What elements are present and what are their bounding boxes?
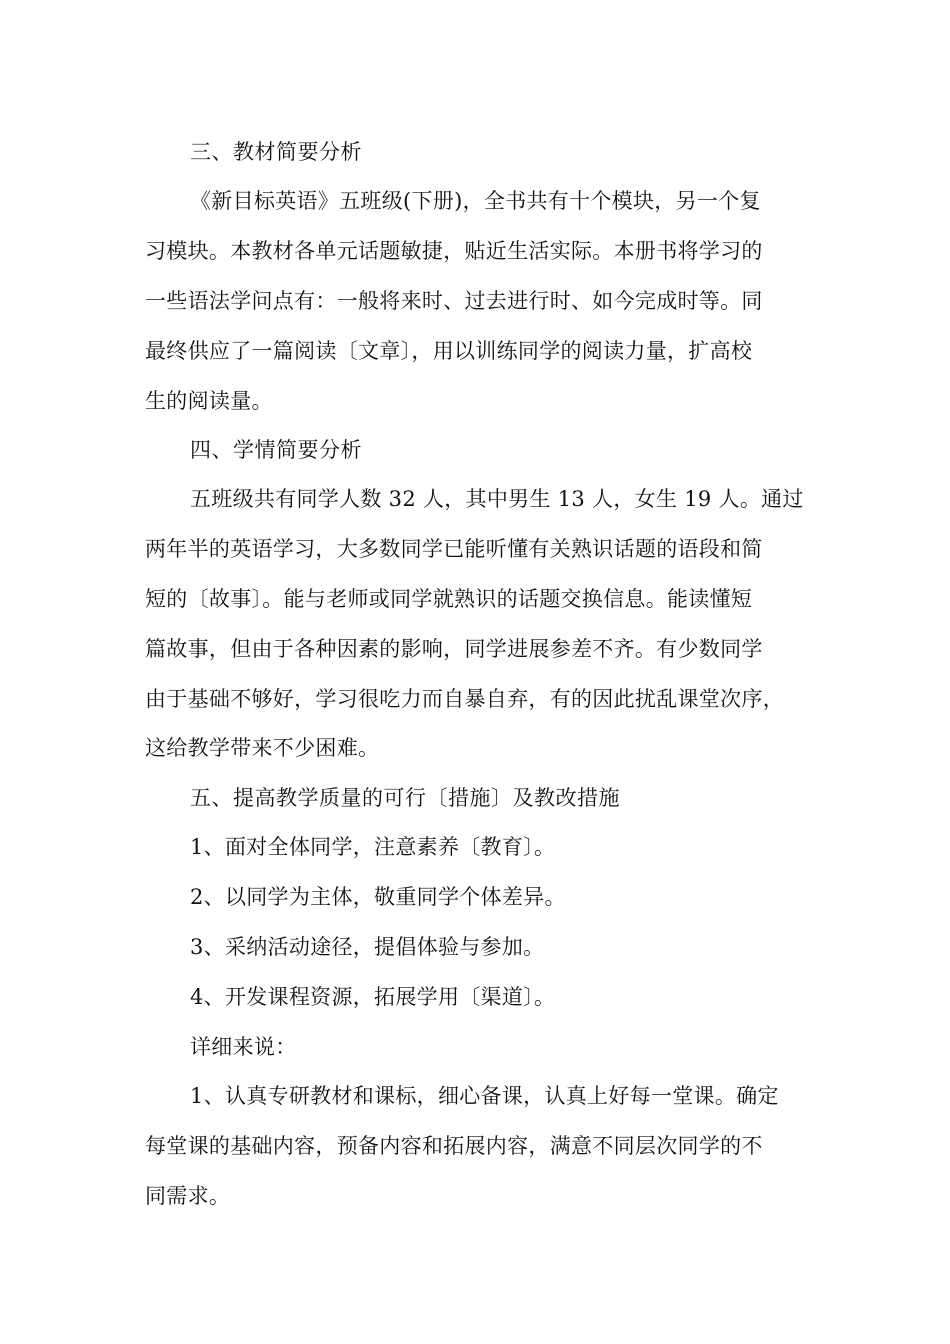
section-3-heading: 三、教材简要分析 [190, 140, 362, 164]
paragraph-line: 五班级共有同学人数 32 人，其中男生 13 人，女生 19 人。通过 [190, 487, 804, 511]
section-4-heading: 四、学情简要分析 [190, 438, 362, 462]
paragraph-line: 篇故事，但由于各种因素的影响，同学进展参差不齐。有少数同学 [145, 637, 763, 661]
paragraph-line: 1、认真专研教材和课标，细心备课，认真上好每一堂课。确定 [190, 1084, 779, 1108]
paragraph-line: 习模块。本教材各单元话题敏捷，贴近生活实际。本册书将学习的 [145, 239, 763, 263]
paragraph-line: 每堂课的基础内容，预备内容和拓展内容，满意不同层次同学的不 [145, 1134, 763, 1158]
paragraph-line: 短的〔故事〕。能与老师或同学就熟识的话题交换信息。能读懂短 [145, 587, 753, 611]
paragraph-line: 生的阅读量。 [145, 389, 273, 413]
list-item: 2、以同学为主体，敬重同学个体差异。 [190, 885, 566, 909]
list-item: 4、开发课程资源，拓展学用〔渠道〕。 [190, 985, 556, 1009]
paragraph-line: 一些语法学问点有：一般将来时、过去进行时、如今完成时等。同 [145, 289, 763, 313]
list-item: 3、采纳活动途径，提倡体验与参加。 [190, 935, 545, 959]
paragraph-line: 《新目标英语》五班级(下册)，全书共有十个模块，另一个复 [190, 189, 761, 213]
paragraph-line: 这给教学带来不少困难。 [145, 736, 380, 760]
paragraph-line: 最终供应了一篇阅读〔文章〕，用以训练同学的阅读力量，扩高校 [145, 339, 753, 363]
detail-heading: 详细来说： [190, 1035, 297, 1059]
list-item: 1、面对全体同学，注意素养〔教育〕。 [190, 835, 556, 859]
paragraph-line: 由于基础不够好，学习很吃力而自暴自弃，有的因此扰乱课堂次序， [145, 687, 784, 711]
paragraph-line: 同需求。 [145, 1184, 231, 1208]
paragraph-line: 两年半的英语学习，大多数同学已能听懂有关熟识话题的语段和简 [145, 537, 763, 561]
section-5-heading: 五、提高教学质量的可行〔措施〕及教改措施 [190, 786, 620, 810]
